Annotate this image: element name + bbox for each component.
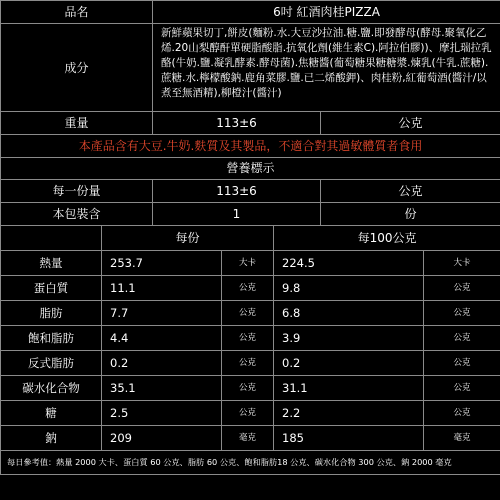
product-name-value: 6吋 紅酒肉桂PIZZA [153,1,500,24]
daily-reference-note: 每日參考值：熱量 2000 大卡、蛋白質 60 公克、脂肪 60 公克、飽和脂肪18 公克、碳水化合物 300 公克、鈉 2000 毫克 [1,451,500,475]
ingredients-label: 成分 [1,24,153,112]
per-serving-value: 253.7 [102,251,222,276]
per-100g-value: 224.5 [274,251,424,276]
nutrient-header-blank [1,226,102,251]
nutrient-name: 碳水化合物 [1,376,102,401]
weight-row [1,112,500,135]
nutrition-title: 營養標示 [1,158,500,180]
per-100g-value: 6.8 [274,301,424,326]
serving-size-unit: 公克 [321,180,500,203]
ingredients-value: 新鮮蘋果切丁,餅皮(麵粉.水.大豆沙拉油.糖.鹽.即發酵母(酵母.聚氧化乙烯.20山梨醇酐單硬脂酸脂.抗氧化劑(維生素C).阿拉伯膠))、摩扎瑞拉乳酪(牛奶.鹽.凝乳酵素.酵母菌).焦糖醬(葡萄糖果糖糖漿.煉乳(牛乳.蔗糖).蔗糖.水.檸檬酸鈉.鹿角菜膠.鹽.已二烯酸鉀)、肉桂粉,紅葡萄酒(醬汁/以煮至無酒精),柳橙汁(醬汁) [153,24,500,112]
weight-unit: 公克 [321,112,500,135]
per-100g-header: 每100公克 [274,226,500,251]
nutrient-row [1,301,500,326]
per-serving-unit: 公克 [222,326,274,351]
daily-reference-row [1,451,500,475]
per-serving-unit: 公克 [222,401,274,426]
servings-per-package-row [1,203,500,226]
per-serving-header: 每份 [102,226,274,251]
per-serving-value: 7.7 [102,301,222,326]
weight-value: 113±6 [153,112,321,135]
per-serving-value: 209 [102,426,222,451]
nutrient-name: 脂肪 [1,301,102,326]
nutrient-name: 飽和脂肪 [1,326,102,351]
per-serving-unit: 公克 [222,276,274,301]
nutrient-row [1,351,500,376]
nutrient-row [1,276,500,301]
per-serving-value: 4.4 [102,326,222,351]
allergy-row [1,135,500,158]
product-name-row [1,1,500,24]
per-100g-unit: 公克 [424,401,500,426]
nutrient-name: 糖 [1,401,102,426]
nutrition-facts-table [0,225,500,475]
per-serving-value: 2.5 [102,401,222,426]
nutrient-name: 鈉 [1,426,102,451]
servings-unit: 份 [321,203,500,226]
per-serving-unit: 公克 [222,376,274,401]
per-serving-value: 35.1 [102,376,222,401]
product-name-label: 品名 [1,1,153,24]
product-info-table [0,0,500,226]
weight-label: 重量 [1,112,153,135]
per-serving-value: 11.1 [102,276,222,301]
per-100g-unit: 公克 [424,276,500,301]
per-serving-unit: 公克 [222,301,274,326]
per-100g-value: 0.2 [274,351,424,376]
per-100g-unit: 公克 [424,351,500,376]
per-100g-unit: 毫克 [424,426,500,451]
serving-size-value: 113±6 [153,180,321,203]
per-100g-unit: 公克 [424,301,500,326]
nutrient-name: 熱量 [1,251,102,276]
per-100g-value: 31.1 [274,376,424,401]
per-100g-value: 185 [274,426,424,451]
per-100g-unit: 公克 [424,326,500,351]
per-100g-value: 3.9 [274,326,424,351]
serving-size-label: 每一份量 [1,180,153,203]
allergy-notice: 本產品含有大豆.牛奶.麩質及其製品，不適合對其過敏體質者食用 [1,135,500,158]
servings-value: 1 [153,203,321,226]
per-100g-value: 9.8 [274,276,424,301]
nutrient-row [1,251,500,276]
per-serving-unit: 公克 [222,351,274,376]
nutrient-row [1,401,500,426]
nutrient-name: 反式脂肪 [1,351,102,376]
ingredients-row [1,24,500,112]
per-100g-unit: 大卡 [424,251,500,276]
nutrition-title-row [1,158,500,180]
nutrient-row [1,326,500,351]
per-serving-unit: 大卡 [222,251,274,276]
nutrition-column-header-row [1,226,500,251]
nutrient-row [1,376,500,401]
per-serving-unit: 毫克 [222,426,274,451]
servings-label: 本包裝含 [1,203,153,226]
per-100g-unit: 公克 [424,376,500,401]
per-100g-value: 2.2 [274,401,424,426]
nutrient-name: 蛋白質 [1,276,102,301]
per-serving-value: 0.2 [102,351,222,376]
nutrient-row [1,426,500,451]
serving-size-row [1,180,500,203]
